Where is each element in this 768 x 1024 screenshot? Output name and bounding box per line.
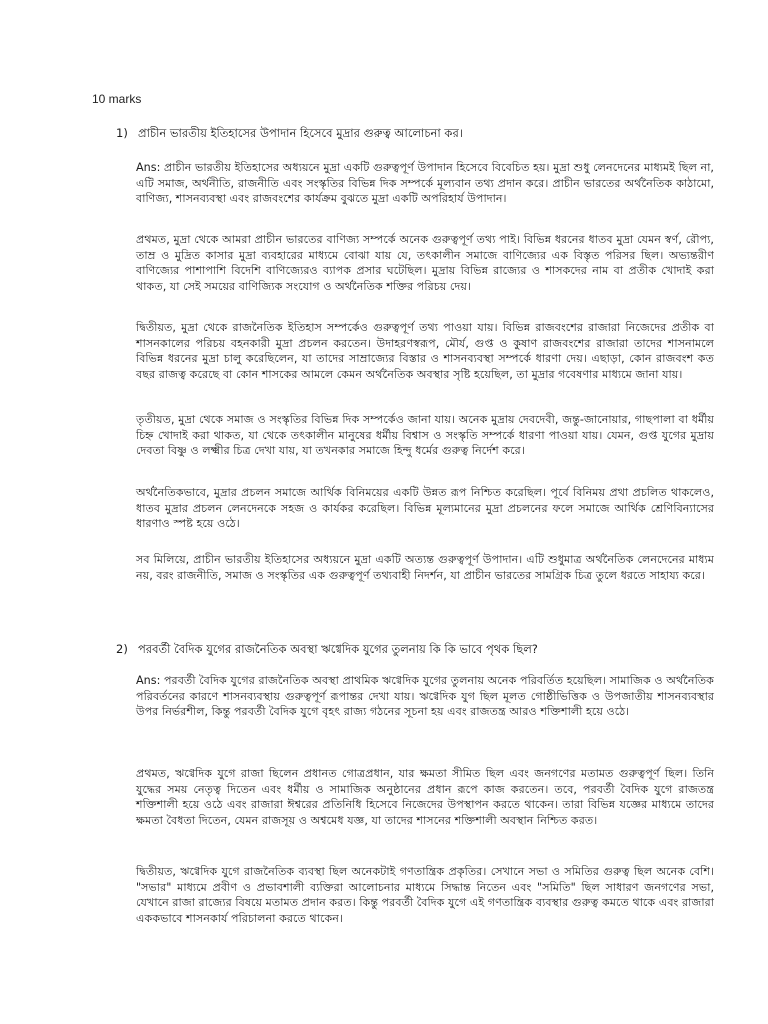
answer-paragraph: দ্বিতীয়ত, ঋগ্বেদিক যুগে রাজনৈতিক ব্যবস্থা ছিল অনেকটাই গণতান্ত্রিক প্রকৃতির। সেখানে সভা ও সমিতির গুরুত্ব ছিল অনেক বেশি। "সভার" মাধ্যমে প্রবীণ ও প্রভাবশালী ব্যক্তিরা আলোচনার মাধ্যমে সিদ্ধান্ত নিতেন এবং "সমিতি" ছিল সাধারণ জনগণের সভা, যেখানে রাজা রাজ্যের বিষয়ে মতামত প্রদান করত। কিন্তু পরবর্তী বৈদিক যুগে এই গণতান্ত্রিক ব্যবস্থার গুরুত্ব কমতে থাকে এবং রাজারা এককভাবে শাসনকার্য পরিচালনা করতে থাকেন। bbox=[136, 865, 714, 925]
answer-paragraph: দ্বিতীয়ত, মুদ্রা থেকে রাজনৈতিক ইতিহাস সম্পর্কেও গুরুত্বপূর্ণ তথ্য পাওয়া যায়। বিভিন্ন রাজবংশের রাজারা নিজেদের প্রতীক বা শাসনকালের পরিচয় বহনকারী মুদ্রা প্রচলন করতেন। উদাহরণস্বরূপ, মৌর্য, গুপ্ত ও কুষাণ রাজবংশের রাজারা তাদের শাসনামলে বিভিন্ন ধরনের মুদ্রা চালু করেছিলেন, যা তাদের সাম্রাজ্যের বিস্তার ও শাসনব্যবস্থা সম্পর্কে ধারণা দেয়। এছাড়া, কোন রাজবংশ কত বছর রাজত্ব করেছে বা কোন শাসকের আমলে কেমন অর্থনৈতিক অবস্থার সৃষ্টি হয়েছিল, তা মুদ্রার গবেষণার মাধ্যমে জানা যায়। bbox=[136, 321, 714, 381]
question-number: 1) bbox=[116, 126, 128, 140]
answer-paragraph: প্রথমত, মুদ্রা থেকে আমরা প্রাচীন ভারতের বাণিজ্য সম্পর্কে অনেক গুরুত্বপূর্ণ তথ্য পাই। বিভিন্ন ধরনের ধাতব মুদ্রা যেমন স্বর্ণ, রৌপ্য, তাম্র ও মুদ্রিত কাসার মুদ্রা ব্যবহারের মাধ্যমে বোঝা যায় যে, তৎকালীন সমাজে বাণিজ্যের এক বিস্তৃত পরিসর ছিল। অভ্যন্তরীণ বাণিজ্যের পাশাপাশি বিদেশি বাণিজ্যেরও ব্যাপক প্রসার ঘটেছিল। মুদ্রায় বিভিন্ন রাজ্যের ও শাসকদের নাম বা প্রতীক খোদাই করা থাকত, যা সেই সময়ের বাণিজ্যিক সংযোগ ও অর্থনৈতিক শক্তির পরিচয় দেয়। bbox=[136, 233, 714, 293]
question-number: 2) bbox=[116, 642, 128, 656]
question-text: পরবর্তী বৈদিক যুগের রাজনৈতিক অবস্থা ঋগ্বেদিক যুগের তুলনায় কি কি ভাবে পৃথক ছিল? bbox=[138, 642, 538, 656]
answer-paragraph: সব মিলিয়ে, প্রাচীন ভারতীয় ইতিহাসের অধ্যয়নে মুদ্রা একটি অত্যন্ত গুরুত্বপূর্ণ উপাদান। এটি শুধুমাত্র অর্থনৈতিক লেনদেনের মাধ্যম নয়, বরং রাজনীতি, সমাজ ও সংস্কৃতির এক গুরুত্বপূর্ণ তথ্যবাহী নিদর্শন, যা প্রাচীন ভারতের সামগ্রিক চিত্র তুলে ধরতে সাহায্য করে। bbox=[136, 553, 714, 582]
marks-heading: 10 marks bbox=[92, 92, 142, 106]
question-text: প্রাচীন ভারতীয় ইতিহাসের উপাদান হিসেবে মুদ্রার গুরুত্ব আলোচনা কর। bbox=[138, 126, 463, 140]
answer-paragraph: Ans: পরবর্তী বৈদিক যুগের রাজনৈতিক অবস্থা প্রাথমিক ঋগ্বেদিক যুগের তুলনায় অনেক পরিবর্তিত হয়েছিল। সামাজিক ও অর্থনৈতিক পরিবর্তনের কারণে শাসনব্যবস্থায় গুরুত্বপূর্ণ রূপান্তর দেখা যায়। ঋগ্বেদিক যুগ ছিল মূলত গোষ্ঠীভিত্তিক ও উপজাতীয় শাসনব্যবস্থার উপর নির্ভরশীল, কিন্তু পরবর্তী বৈদিক যুগে বৃহৎ রাজ্য গঠনের সূচনা হয় এবং রাজতন্ত্র আরও শক্তিশালী হয়ে ওঠে। bbox=[136, 674, 714, 719]
answer-paragraph: অর্থনৈতিকভাবে, মুদ্রার প্রচলন সমাজে আর্থিক বিনিময়ের একটি উন্নত রূপ নিশ্চিত করেছিল। পূর্বে বিনিময় প্রথা প্রচলিত থাকলেও, ধাতব মুদ্রার প্রচলন লেনদেনকে সহজ ও কার্যকর করেছিল। বিভিন্ন মূল্যমানের মুদ্রা প্রচলনের ফলে সমাজে আর্থিক শ্রেণিবিন্যাসের ধারণাও স্পষ্ট হয়ে ওঠে। bbox=[136, 486, 714, 531]
answer-paragraph: Ans: প্রাচীন ভারতীয় ইতিহাসের অধ্যয়নে মুদ্রা একটি গুরুত্বপূর্ণ উপাদান হিসেবে বিবেচিত হয়। মুদ্রা শুধু লেনদেনের মাধ্যমই ছিল না, এটি সমাজ, অর্থনীতি, রাজনীতি এবং সংস্কৃতির বিভিন্ন দিক সম্পর্কে মূল্যবান তথ্য প্রদান করে। প্রাচীন ভারতের অর্থনৈতিক কাঠামো, বাণিজ্য, শাসনব্যবস্থা এবং রাজবংশের কার্যক্রম বুঝতে মুদ্রা একটি অপরিহার্য উপাদান। bbox=[136, 161, 714, 206]
answer-paragraph: তৃতীয়ত, মুদ্রা থেকে সমাজ ও সংস্কৃতির বিভিন্ন দিক সম্পর্কেও জানা যায়। অনেক মুদ্রায় দেবদেবী, জন্তু-জানোয়ার, গাছপালা বা ধর্মীয় চিহ্ন খোদাই করা থাকত, যা থেকে তৎকালীন মানুষের ধর্মীয় বিশ্বাস ও সংস্কৃতি সম্পর্কে ধারণা পাওয়া যায়। যেমন, গুপ্ত যুগের মুদ্রায় দেবতা বিষ্ণু ও লক্ষ্মীর চিত্র দেখা যায়, যা তখনকার সমাজে হিন্দু ধর্মের গুরুত্ব নির্দেশ করে। bbox=[136, 413, 714, 458]
answer-paragraph: প্রথমত, ঋগ্বেদিক যুগে রাজা ছিলেন প্রধানত গোত্রপ্রধান, যার ক্ষমতা সীমিত ছিল এবং জনগণের মতামত গুরুত্বপূর্ণ ছিল। তিনি যুদ্ধের সময় নেতৃত্ব দিতেন এবং ধর্মীয় ও সামাজিক অনুষ্ঠানের প্রধান রূপে কাজ করতেন। তবে, পরবর্তী বৈদিক যুগে রাজতন্ত্র শক্তিশালী হয়ে ওঠে এবং রাজারা ঈশ্বরের প্রতিনিধি হিসেবে নিজেদের উপস্থাপন করতে থাকেন। তারা বিভিন্ন যজ্ঞের মাধ্যমে তাদের ক্ষমতা বৈধতা দিতেন, যেমন রাজসূয় ও অশ্বমেধ যজ্ঞ, যা তাদের শাসনের শক্তিশালী অবস্থান নিশ্চিত করত। bbox=[136, 767, 714, 827]
